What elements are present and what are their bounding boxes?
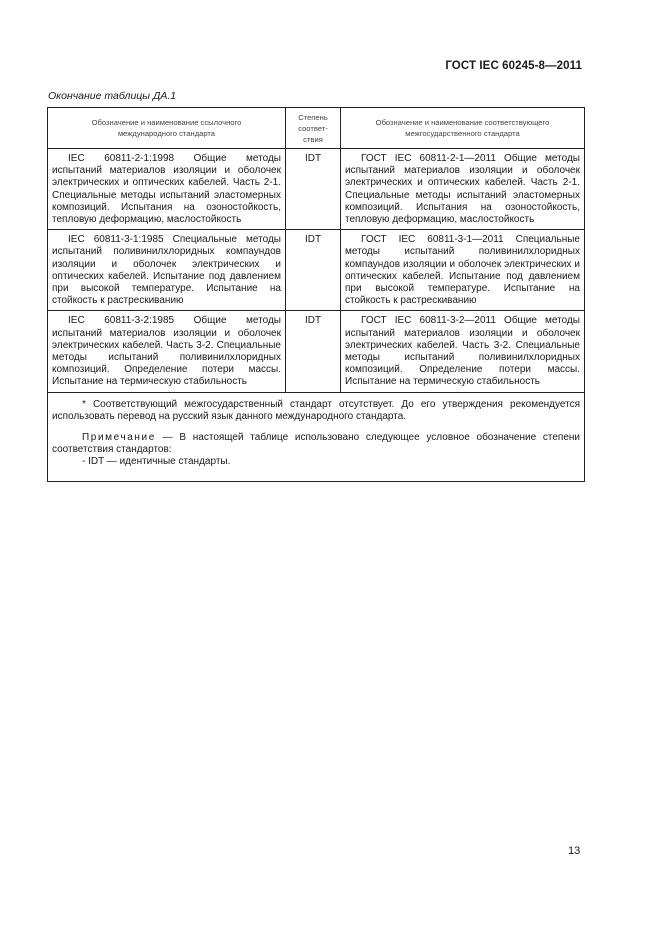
- table-caption: Окончание таблицы ДА.1: [48, 90, 177, 102]
- interstate-standard-cell: ГОСТ IEC 60811-3-2—2011 Общие методы испытаний материалов изоляции и оболочек электрических кабелей. Часть 3-2. Специальные методы испытаний поливинилхлоридных композиций. Определение потери массы. Испытание на термическую стабильность: [345, 315, 580, 388]
- international-standard-cell: IEC 60811-3-1:1985 Специальные методы испытаний поливинилхлоридных компаундов изоляции и оболочек электрических и оптических кабелей. Испытание под давлением при высокой температуре. Испытание на стойкость к растрескиванию: [52, 234, 281, 307]
- international-standard-cell: IEC 60811-2-1:1998 Общие методы испытаний материалов изоляции и оболочек электрических и оптических кабелей. Часть 2-1. Специальные методы испытаний эластомерных композиций. Испытания на озоностойкость, тепловую деформацию, маслостойкость: [52, 153, 281, 226]
- degree-cell: IDT: [304, 234, 322, 246]
- note-item: - IDT — идентичные стандарты.: [82, 456, 231, 468]
- interstate-standard-cell: ГОСТ IEC 60811-3-1—2011 Специальные методы испытаний поливинилхлоридных компаундов изоляции и оболочек электрических и оптических кабелей. Испытание под давлением при высокой температуре. Испытание на стойкость к растрескиванию: [345, 234, 580, 307]
- column-header-international: Обозначение и наименование ссылочного международного стандарта: [48, 108, 286, 149]
- column-header-interstate: Обозначение и наименование соответствующего межгосударственного стандарта: [341, 108, 585, 149]
- table-note: Примечание — В настоящей таблице использовано следующее условное обозначение степени соответствия стандартов:: [52, 432, 580, 456]
- footnote: * Соответствующий межгосударственный стандарт отсутствует. До его утверждения рекомендуется использовать перевод на русский язык данного международного стандарта.: [52, 398, 580, 422]
- table-header-row: [48, 108, 585, 149]
- table-row: [48, 149, 585, 230]
- international-standard-cell: IEC 60811-3-2:1985 Общие методы испытаний материалов изоляции и оболочек электрических кабелей. Часть 3-2. Специальные методы испытаний поливинилхлоридных композиций. Определение потери массы. Испытание на термическую стабильность: [52, 315, 281, 388]
- degree-cell: IDT: [304, 153, 322, 164]
- column-header-degree: Степень соответствия: [286, 108, 341, 149]
- table-row: [48, 311, 585, 392]
- correspondence-table: [47, 107, 585, 482]
- note-label: Примечание: [82, 432, 156, 444]
- degree-cell: IDT: [304, 315, 322, 327]
- table-row: [48, 230, 585, 311]
- table-footer-row: [48, 392, 585, 481]
- interstate-standard-cell: ГОСТ IEC 60811-2-1—2011 Общие методы испытаний материалов изоляции и оболочек электрических и оптических кабелей. Часть 2-1. Специальные методы испытаний эластомерных композиций. Испытания на озоностойкость, тепловую деформацию, маслостойкость: [345, 153, 580, 226]
- standard-designation: ГОСТ IEC 60245-8—2011: [445, 60, 582, 72]
- page-number: 13: [568, 845, 581, 857]
